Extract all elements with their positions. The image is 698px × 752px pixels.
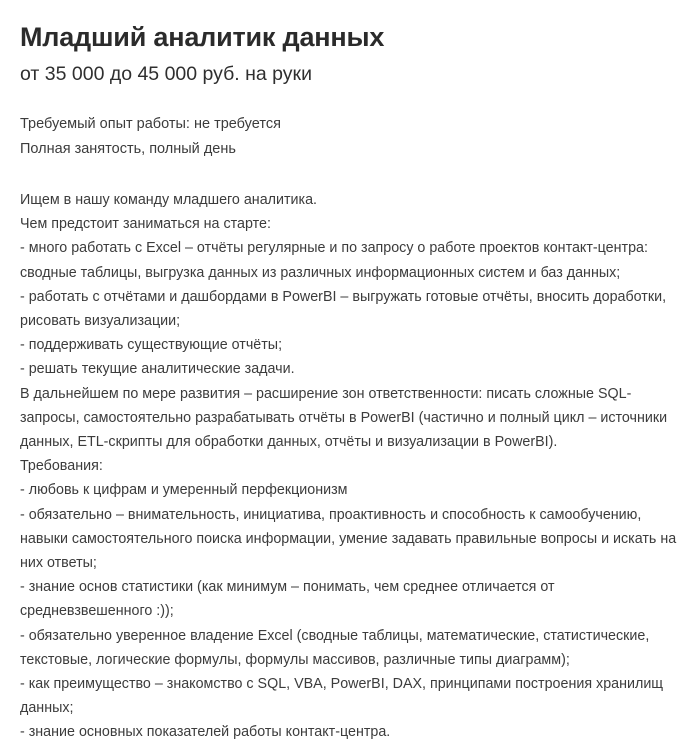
salary-range: от 35 000 до 45 000 руб. на руки: [20, 63, 312, 85]
requirement-item: - обязательно уверенное владение Excel (сводные таблицы, математические, статистические, текстовые, логические формулы, формулы массивов, различные типы диаграмм);: [20, 627, 650, 668]
page-title: Младший аналитик данных: [20, 22, 385, 52]
requirement-item: - любовь к цифрам и умеренный перфекционизм: [20, 482, 348, 499]
start-task-item: - решать текущие аналитические задачи.: [20, 361, 295, 378]
requirements-header: Требования:: [20, 458, 103, 475]
description-intro: Ищем в нашу команду младшего аналитика.: [20, 192, 318, 208]
requirement-item: - знание основ статистики (как минимум – понимать, чем среднее отличается от средневзвешенного :));: [20, 579, 555, 620]
requirement-item: - обязательно – внимательность, инициатива, проактивность и способность к самообучению, навыки самостоятельного поиска информации, умение задавать правильные вопросы и искать на них ответы;: [20, 506, 677, 572]
start-task-item: - много работать с Excel – отчёты регулярные и по запросу о работе проектов контакт-центра: сводные таблицы, выгрузка данных из различных информационных систем и баз данных;: [20, 240, 648, 281]
employment-type: Полная занятость, полный день: [20, 141, 236, 157]
vacancy-meta: [20, 112, 680, 162]
start-tasks-header: Чем предстоит заниматься на старте:: [20, 216, 271, 233]
start-task-item: - работать с отчётами и дашбордами в PowerBI – выгружать готовые отчёты, вносить доработки, рисовать визуализации;: [20, 288, 667, 330]
experience-required: Требуемый опыт работы: не требуется: [20, 116, 281, 132]
vacancy-description: [20, 188, 680, 745]
growth-paragraph: В дальнейшем по мере развития – расширение зон ответственности: писать сложные SQL-запросы, самостоятельно разрабатывать отчёты в PowerBI (частично и полный цикл – источники данных, ETL-скрипты для обработки данных, отчёты и визуализации в PowerBI).: [20, 385, 668, 451]
requirement-item: - как преимущество – знакомство с SQL, VBA, PowerBI, DAX, принципами построения хранилищ данных;: [20, 676, 664, 717]
requirement-item: - знание основных показателей работы контакт-центра.: [20, 724, 391, 741]
start-task-item: - поддерживать существующие отчёты;: [20, 337, 283, 354]
